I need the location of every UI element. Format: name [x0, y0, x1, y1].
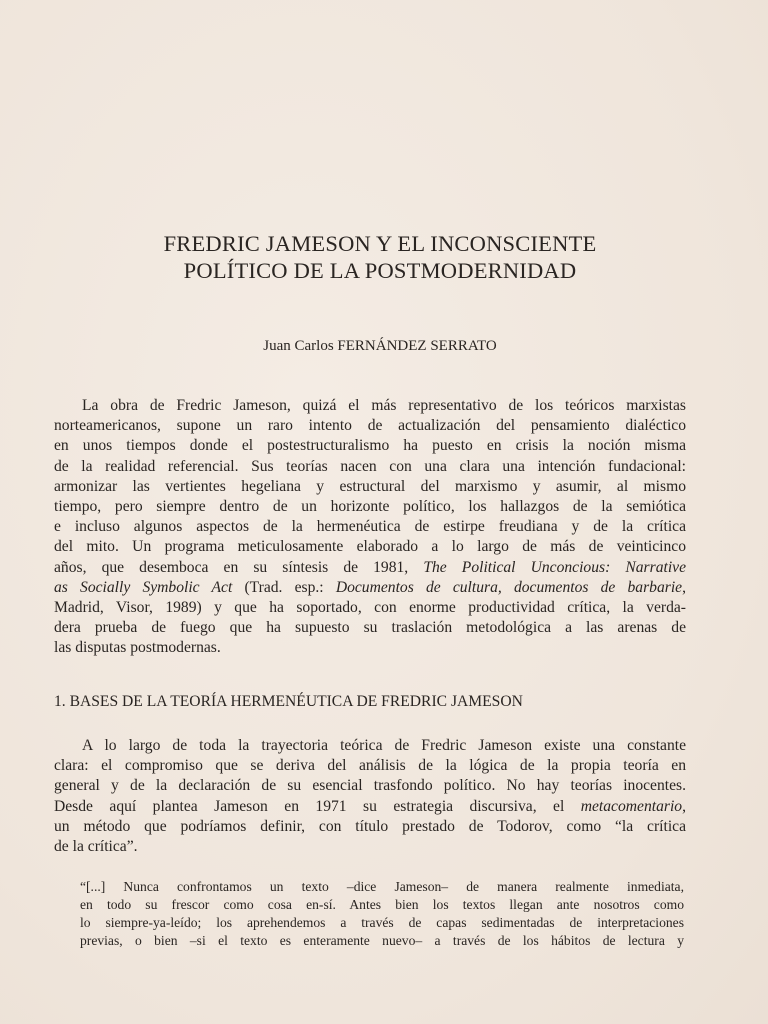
- section-paragraph: [54, 736, 686, 857]
- text-line: dera prueba de fuego que ha supuesto su traslación metodológica a las arenas de: [54, 619, 686, 637]
- title-line-1: FREDRIC JAMESON Y EL INCONSCIENTE: [163, 231, 597, 256]
- article-title: [60, 230, 700, 284]
- quote-line: “[...] Nunca confrontamos un texto –dice Jameson– de manera realmente inmediata,: [80, 879, 684, 894]
- book-title-italic: as Socially Symbolic Act: [54, 578, 233, 596]
- text-line: las disputas postmodernas.: [54, 639, 221, 657]
- text-run: (Trad. esp.:: [232, 578, 336, 596]
- text-line: tiempo, pero siempre dentro de un horizonte político, los hallazgos de la semiótica: [54, 498, 686, 516]
- intro-paragraph: [54, 396, 686, 659]
- quote-line: en todo su frescor como cosa en-sí. Antes bien los textos llegan ante nosotros como: [80, 897, 684, 912]
- text-line: Madrid, Visor, 1989) y que ha soportado, con enorme productividad crítica, la verda-: [54, 599, 686, 617]
- author-name: Juan Carlos FERNÁNDEZ SERRATO: [263, 338, 497, 354]
- quote-line: lo siempre-ya-leído; los aprehendemos a través de capas sedimentadas de interpretaciones: [80, 915, 684, 930]
- book-title-italic: The Political Unconcious: Narrative: [423, 558, 686, 576]
- text-line: [54, 578, 686, 598]
- text-line: de la realidad referencial. Sus teorías nacen con una clara una intención fundacional:: [54, 457, 686, 475]
- text-run: ,: [682, 578, 686, 596]
- text-run: Desde aquí plantea Jameson en 1971 su estrategia discursiva, el: [54, 797, 581, 815]
- text-run: años, que desemboca en su síntesis de 1981,: [54, 558, 424, 576]
- translation-title-italic: Documentos de cultura, documentos de barbarie: [335, 578, 683, 596]
- text-line: clara: el compromiso que se deriva del análisis de la lógica de la propia teoría en: [54, 757, 686, 775]
- text-line: [54, 797, 686, 817]
- section-heading: 1. BASES DE LA TEORÍA HERMENÉUTICA DE FREDRIC JAMESON: [54, 693, 523, 710]
- text-line: armonizar las vertientes hegeliana y estructural del marxismo y asumir, al mismo: [54, 477, 686, 495]
- text-line: e incluso algunos aspectos de la hermenéutica de estirpe freudiana y de la crítica: [54, 518, 686, 536]
- text-line: norteamericanos, supone un raro intento de actualización del pensamiento dialéctico: [54, 417, 686, 435]
- block-quote: [80, 878, 684, 950]
- quote-line: previas, o bien –si el texto es enteramente nuevo– a través de los hábitos de lectura y: [80, 933, 684, 948]
- text-line: La obra de Fredric Jameson, quizá el más representativo de los teóricos marxistas: [82, 397, 686, 414]
- title-line-2: POLÍTICO DE LA POSTMODERNIDAD: [183, 258, 577, 283]
- text-line: un método que podríamos definir, con título prestado de Todorov, como “la crítica: [54, 817, 686, 835]
- text-run: ,: [682, 797, 686, 815]
- term-italic: metacomentario: [580, 797, 683, 815]
- text-line: A lo largo de toda la trayectoria teórica de Fredric Jameson existe una constante: [82, 737, 686, 754]
- text-line: [54, 558, 686, 578]
- text-line: en unos tiempos donde el postestructuralismo ha puesto en crisis la noción misma: [54, 437, 686, 455]
- text-line: general y de la declaración de su esencial trasfondo político. No hay teorías inocentes.: [54, 777, 686, 795]
- text-line: del mito. Un programa meticulosamente elaborado a lo largo de más de veinticinco: [54, 538, 686, 556]
- text-line: de la crítica”.: [54, 838, 138, 856]
